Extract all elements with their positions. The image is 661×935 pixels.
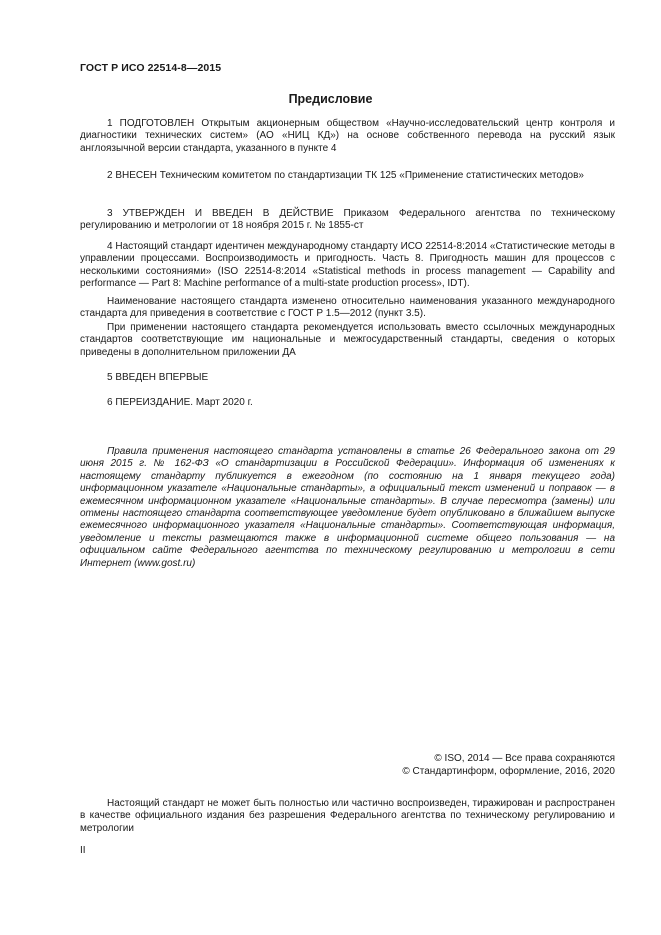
copyright-iso: © ISO, 2014 — Все права сохраняются	[434, 753, 615, 764]
paragraph-references: При применении настоящего стандарта рекомендуется использовать вместо ссылочных международных стандартов соответствующие им национальные и межгосударственный стандарты, сведения о которых приведены в дополнительном приложении ДА	[80, 322, 615, 358]
reproduction-notice: Настоящий стандарт не может быть полностью или частично воспроизведен, тиражирован и распространен в качестве официального издания без разрешения Федерального агентства по техническому регулированию и метрологии	[80, 798, 615, 834]
paragraph-identical: 4 Настоящий стандарт идентичен международному стандарту ИСО 22514-8:2014 «Статистические методы в управлении процессами. Воспроизводимость и пригодность. Часть 8. Пригодность машин для процессов с несколькими состояниями» (ISO 22514-8:2014 «Statistical methods in process management — Capability and performance — Part 8: Machine performance of a multi-state production process», IDT).	[80, 241, 615, 290]
paragraph-introduced: 2 ВНЕСЕН Техническим комитетом по стандартизации ТК 125 «Применение статистических методов»	[107, 170, 584, 181]
paragraph-approved: 3 УТВЕРЖДЕН И ВВЕДЕН В ДЕЙСТВИЕ Приказом Федерального агентства по техническому регулированию и метрологии от 18 ноября 2015 г. № 1855-ст	[80, 208, 615, 232]
usage-rules-notice: Правила применения настоящего стандарта установлены в статье 26 Федерального закона от 29 июня 2015 г. № 162-ФЗ «О стандартизации в Российской Федерации». Информация об изменениях к настоящему стандарту публикуется в ежегодном (по состоянию на 1 января текущего года) информационном указателе «Национальные стандарты», а официальный текст изменений и поправок — в ежемесячном информационном указателе «Национальные стандарты». В случае пересмотра (замены) или отмены настоящего стандарта соответствующее уведомление будет опубликовано в ближайшем выпуске ежемесячного информационного указателя «Национальные стандарты». Соответствующая информация, уведомление и тексты размещаются также в информационной системе общего пользования — на официальном сайте Федерального агентства по техническому регулированию и метрологии в сети Интернет (www.gost.ru)	[80, 446, 615, 569]
paragraph-reissue: 6 ПЕРЕИЗДАНИЕ. Март 2020 г.	[107, 397, 253, 408]
page-title: Предисловие	[288, 92, 373, 106]
document-code: ГОСТ Р ИСО 22514-8—2015	[80, 62, 222, 74]
paragraph-first-introduced: 5 ВВЕДЕН ВПЕРВЫЕ	[107, 372, 209, 383]
page-number: II	[80, 845, 86, 856]
paragraph-name-changed: Наименование настоящего стандарта изменено относительно наименования указанного международного стандарта для приведения в соответствие с ГОСТ Р 1.5—2012 (пункт 3.5).	[80, 296, 615, 320]
paragraph-prepared: 1 ПОДГОТОВЛЕН Открытым акционерным обществом «Научно-исследовательский центр контроля и диагностики технических систем» (АО «НИЦ КД») на основе собственного перевода на русский язык англоязычной версии стандарта, указанного в пункте 4	[80, 118, 615, 154]
copyright-standartinform: © Стандартинформ, оформление, 2016, 2020	[402, 766, 615, 777]
